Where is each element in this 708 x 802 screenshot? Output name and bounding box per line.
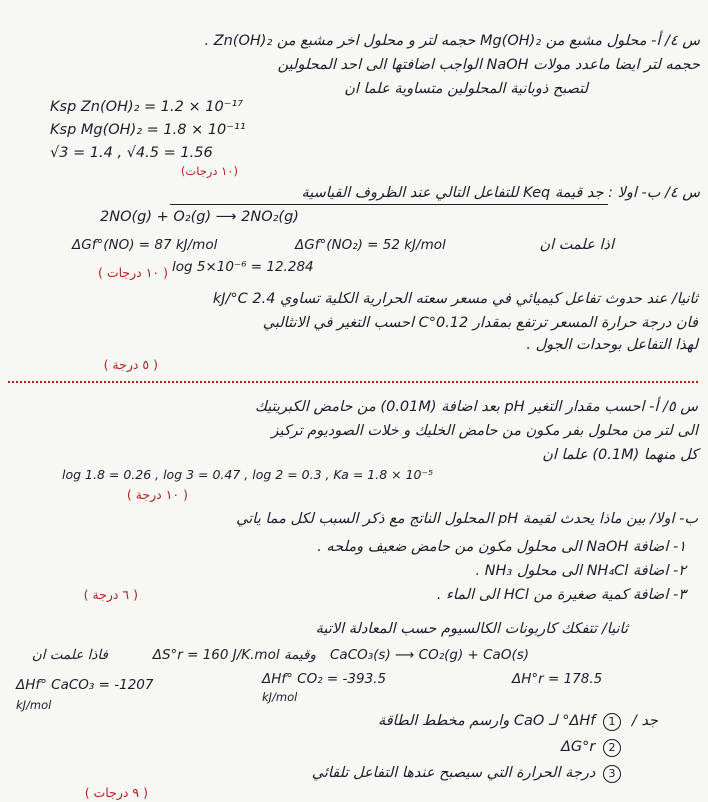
q4a-line2: حجمه لتر ايضا ماعدد مولات NaOH الواجب اضافتها الى احد المحلولين — [277, 57, 700, 73]
q5b2-marks: ( ٩ درجات ) — [84, 785, 148, 800]
q5a-line1: س ٥/ أ- احسب مقدار التغير pH بعد اضافة (0.01M) من حامض الكبريتيك — [255, 399, 698, 415]
q4a-ksp-mg: Ksp Mg(OH)₂ = 1.8 × 10⁻¹¹ — [50, 122, 246, 138]
q5b2-find1-row — [378, 712, 624, 731]
q5b2-dh-caco3: ΔHf° CaCO₃ = -1207 — [16, 677, 154, 693]
q5b2-dh-r: ΔH°r = 178.5 — [512, 671, 603, 687]
q4a-marks: (١٠ درجات) — [180, 164, 238, 178]
q5a-logs: log 1.8 = 0.26 , log 3 = 0.47 , log 2 = 0.3 , Ka = 1.8 × 10⁻⁵ — [62, 467, 434, 482]
number-circle-2: 2 — [603, 739, 621, 757]
q5b2-dh-co2-unit: kJ/mol — [262, 690, 298, 704]
q5a-line3: كل منهما (0.1M) علما ان — [542, 447, 698, 463]
number-circle-1: 1 — [603, 713, 621, 731]
q5b2-find1: ΔHf° لـ CaO وارسم مخطط الطاقة — [377, 713, 596, 729]
q4b2-line3: لهذا التفاعل بوحدات الجول . — [526, 337, 698, 353]
q5b-item1: ١- اضافة NaOH الى محلول مكون من حامض ضعيف وملحه . — [317, 539, 686, 555]
q5b2-find2: ΔG°r — [561, 739, 596, 755]
q5a-marks: ( ١٠ درجة ) — [126, 487, 188, 502]
q5b-item3: ٣- اضافة كمية صغيرة من HCl الى الماء . — [436, 587, 686, 603]
q5b2-find2-row — [561, 738, 624, 757]
number-circle-3: 3 — [603, 765, 621, 783]
q5b2-reaction: CaCO₃(s) ⟶ CO₂(g) + CaO(s) — [330, 647, 530, 663]
q4a-ksp-zn: Ksp Zn(OH)₂ = 1.2 × 10⁻¹⁷ — [50, 99, 243, 115]
q4b-marks: ( ١٠ درجات ) — [97, 265, 168, 280]
q5b-item2: ٢- اضافة NH₄Cl الى محلول NH₃ . — [475, 563, 686, 579]
q5b2-find3: درجة الحرارة التي سيصبح عندها التفاعل تلقائي — [311, 765, 596, 781]
q5b2-dh-co2: ΔHf° CO₂ = -393.5 — [262, 671, 387, 687]
q4b2-line2: فان درجة حرارة المسعر ترتفع بمقدار 0.12°C احسب التغير في الانثالبي — [262, 315, 698, 331]
q4b2-line1: ثانيا/ عند حدوث تفاعل كيميائي في مسعر سعته الحرارية الكلية تساوي 2.4 kJ/°C — [212, 291, 698, 307]
q4b-log-line: log 5×10⁻⁶ = 12.284 — [172, 259, 314, 275]
q4b2-marks: ( ٥ درجة ) — [103, 357, 158, 372]
q4a-line1: س ٤/ أ- محلول مشبع من Mg(OH)₂ حجمه لتر و محلول اخر مشبع من Zn(OH)₂ . — [204, 33, 700, 49]
q4b-reaction: 2NO(g) + O₂(g) ⟶ 2NO₂(g) — [100, 209, 299, 225]
section-divider — [8, 381, 698, 383]
q5b-marks: ( ٦ درجة ) — [83, 587, 138, 602]
q4a-roots: √3 = 1.4 , √4.5 = 1.56 — [50, 145, 213, 161]
q5b2-dh-caco3-unit: kJ/mol — [16, 698, 52, 712]
q5b2-ds: وقيمة ΔS°r = 160 J/K.mol — [152, 647, 316, 663]
q5b-line1: ب- اولا/ بين ماذا يحدث لقيمة pH المحلول الناتج مع ذكر السبب لكل مما ياتي — [236, 511, 698, 527]
q4b-dg-no: ΔGf°(NO) = 87 kJ/mol — [72, 237, 218, 253]
q4b-dg-no2: ΔGf°(NO₂) = 52 kJ/mol — [295, 237, 446, 253]
q4b-line1: س ٤/ ب- اولا : جد قيمة Keq للتفاعل التالي عند الظروف القياسية — [301, 185, 700, 201]
q4a-line3: لتصبح ذوبانية المحلولين متساوية علما ان — [344, 81, 588, 97]
q5b2-find-label: جد / — [631, 713, 658, 729]
q5a-line2: الى لتر من محلول بفر مكون من حامض الخليك و خلات الصوديوم تركيز — [271, 423, 698, 439]
q4b-underline — [170, 204, 608, 205]
q5b2-find3-row — [312, 764, 624, 783]
q5b2-line1: ثانيا/ تتفكك كاربونات الكالسيوم حسب المعادلة الاتية — [315, 621, 628, 637]
q4b-given-label: اذا علمت ان — [539, 237, 614, 253]
q5b2-given-label: فاذا علمت ان — [31, 647, 108, 663]
